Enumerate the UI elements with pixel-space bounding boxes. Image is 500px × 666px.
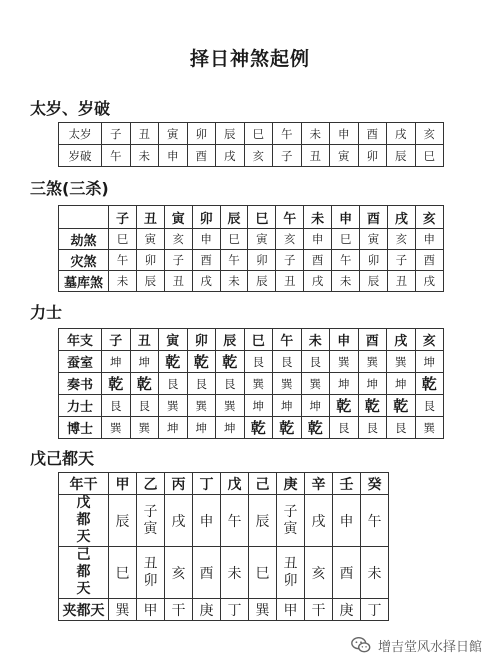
table-cell: 辛 xyxy=(305,473,333,495)
table-cell: 乾 xyxy=(358,395,387,417)
table-cell: 未 xyxy=(130,145,159,167)
table-cell: 巽 xyxy=(244,373,273,395)
table-cell: 亥 xyxy=(305,547,333,599)
table-cell: 坤 xyxy=(187,417,216,439)
table-cell: 巽 xyxy=(415,417,444,439)
row-label-cell: 年支 xyxy=(59,329,102,351)
wechat-icon xyxy=(350,634,372,656)
table-cell: 甲 xyxy=(277,599,305,621)
table-cell: 坤 xyxy=(415,351,444,373)
table-cell: 子 寅 xyxy=(137,495,165,547)
table-cell: 丁 xyxy=(361,599,389,621)
table-cell: 申 xyxy=(192,229,220,250)
table-cell: 酉 xyxy=(358,329,387,351)
table-cell: 己 xyxy=(249,473,277,495)
table-cell: 丑 卯 xyxy=(137,547,165,599)
table-cell: 丑 xyxy=(164,271,192,292)
table-cell: 亥 xyxy=(276,229,304,250)
table-cell: 坤 xyxy=(387,373,416,395)
table-cell: 庚 xyxy=(193,599,221,621)
table-cell: 巽 xyxy=(187,395,216,417)
table-cell: 辰 xyxy=(360,271,388,292)
table-cell: 巽 xyxy=(159,395,188,417)
table-cell: 子 xyxy=(387,250,415,271)
table-cell: 未 xyxy=(109,271,137,292)
row-label-cell: 劫煞 xyxy=(59,229,109,250)
table-cell: 寅 xyxy=(136,229,164,250)
table-cell: 酉 xyxy=(360,206,388,229)
table-cell: 戌 xyxy=(387,206,415,229)
table-cell: 子 寅 xyxy=(277,495,305,547)
table-cell: 艮 xyxy=(102,395,131,417)
table-cell: 丑 卯 xyxy=(277,547,305,599)
table-lishi xyxy=(58,328,444,439)
table-cell: 戌 xyxy=(165,495,193,547)
table-cell: 巽 xyxy=(273,373,302,395)
table-cell: 巽 xyxy=(330,351,359,373)
table-cell: 子 xyxy=(164,250,192,271)
table-row xyxy=(59,373,444,395)
table-cell: 戌 xyxy=(387,329,416,351)
table-cell: 午 xyxy=(109,250,137,271)
table-cell: 坤 xyxy=(102,351,131,373)
table-cell: 午 xyxy=(221,495,249,547)
table-cell: 午 xyxy=(332,250,360,271)
table-cell: 巽 xyxy=(301,373,330,395)
table-cell: 巽 xyxy=(387,351,416,373)
table-cell: 亥 xyxy=(164,229,192,250)
table-cell: 丑 xyxy=(276,271,304,292)
row-label-cell xyxy=(59,206,109,229)
table-cell: 寅 xyxy=(159,123,188,145)
table-taisui xyxy=(58,122,444,167)
table-cell: 卯 xyxy=(358,145,387,167)
table-cell: 丑 xyxy=(301,145,330,167)
table-cell: 坤 xyxy=(244,395,273,417)
row-label-cell: 己 都 天 xyxy=(59,547,109,599)
table-cell: 丑 xyxy=(130,123,159,145)
watermark xyxy=(350,633,482,657)
table-cell: 乾 xyxy=(216,351,245,373)
table-cell: 寅 xyxy=(330,145,359,167)
table-row xyxy=(59,351,444,373)
table-cell: 坤 xyxy=(330,373,359,395)
table-cell: 寅 xyxy=(159,329,188,351)
table-cell: 子 xyxy=(102,123,131,145)
row-label-cell: 灾煞 xyxy=(59,250,109,271)
table-cell: 子 xyxy=(273,145,302,167)
table-cell: 丁 xyxy=(221,599,249,621)
table-cell: 午 xyxy=(361,495,389,547)
table-cell: 辰 xyxy=(216,123,245,145)
table-cell: 艮 xyxy=(273,351,302,373)
table-row xyxy=(59,145,444,167)
table-cell: 申 xyxy=(304,229,332,250)
table-cell: 巽 xyxy=(358,351,387,373)
table-cell: 卯 xyxy=(248,250,276,271)
table-cell: 酉 xyxy=(193,547,221,599)
table-cell: 申 xyxy=(330,123,359,145)
table-cell: 巽 xyxy=(216,395,245,417)
table-cell: 申 xyxy=(333,495,361,547)
table-cell: 辰 xyxy=(248,271,276,292)
table-row xyxy=(59,417,444,439)
table-cell: 未 xyxy=(221,547,249,599)
table-cell: 乾 xyxy=(330,395,359,417)
section-heading-wuji: 戊己都天 xyxy=(30,449,95,468)
table-wuji xyxy=(58,472,389,621)
table-cell: 戌 xyxy=(305,495,333,547)
table-row xyxy=(59,495,389,547)
table-cell: 癸 xyxy=(361,473,389,495)
table-cell: 巳 xyxy=(109,229,137,250)
table-cell: 卯 xyxy=(360,250,388,271)
table-cell: 酉 xyxy=(333,547,361,599)
table-cell: 乾 xyxy=(159,351,188,373)
watermark-text: 增吉堂风水择日館 xyxy=(378,639,483,655)
table-row xyxy=(59,547,389,599)
table-cell: 亥 xyxy=(415,206,443,229)
table-cell: 卯 xyxy=(187,329,216,351)
table-cell: 艮 xyxy=(387,417,416,439)
table-cell: 坤 xyxy=(216,417,245,439)
table-cell: 艮 xyxy=(159,373,188,395)
table-cell: 坤 xyxy=(159,417,188,439)
table-cell: 酉 xyxy=(192,250,220,271)
table-cell: 乾 xyxy=(415,373,444,395)
table-cell: 酉 xyxy=(187,145,216,167)
table-cell: 戌 xyxy=(216,145,245,167)
table-cell: 巳 xyxy=(332,229,360,250)
table-cell: 巳 xyxy=(415,145,444,167)
table-cell: 丑 xyxy=(136,206,164,229)
row-label-cell: 岁破 xyxy=(59,145,102,167)
table-cell: 亥 xyxy=(165,547,193,599)
table-cell: 子 xyxy=(109,206,137,229)
table-cell: 巽 xyxy=(109,599,137,621)
table-cell: 巳 xyxy=(249,547,277,599)
table-cell: 午 xyxy=(276,206,304,229)
section-heading-sansha: 三煞(三杀) xyxy=(30,179,109,198)
table-cell: 干 xyxy=(165,599,193,621)
table-cell: 艮 xyxy=(358,417,387,439)
table-cell: 巳 xyxy=(244,123,273,145)
table-row xyxy=(59,123,444,145)
table-cell: 酉 xyxy=(358,123,387,145)
table-cell: 艮 xyxy=(130,395,159,417)
table-cell: 壬 xyxy=(333,473,361,495)
row-label-cell: 太岁 xyxy=(59,123,102,145)
table-cell: 艮 xyxy=(330,417,359,439)
table-cell: 亥 xyxy=(387,229,415,250)
table-cell: 卯 xyxy=(136,250,164,271)
table-cell: 酉 xyxy=(304,250,332,271)
table-cell: 坤 xyxy=(358,373,387,395)
table-cell: 巽 xyxy=(102,417,131,439)
table-cell: 戌 xyxy=(192,271,220,292)
table-cell: 乾 xyxy=(187,351,216,373)
table-cell: 丑 xyxy=(130,329,159,351)
table-row xyxy=(59,206,444,229)
table-row xyxy=(59,229,444,250)
table-cell: 未 xyxy=(301,123,330,145)
table-cell: 酉 xyxy=(415,250,443,271)
table-cell: 辰 xyxy=(136,271,164,292)
table-cell: 卯 xyxy=(187,123,216,145)
table-cell: 申 xyxy=(159,145,188,167)
table-cell: 乾 xyxy=(273,417,302,439)
table-cell: 丁 xyxy=(193,473,221,495)
table-cell: 戌 xyxy=(387,123,416,145)
table-cell: 寅 xyxy=(248,229,276,250)
table-row xyxy=(59,395,444,417)
table-cell: 坤 xyxy=(301,395,330,417)
table-cell: 未 xyxy=(332,271,360,292)
table-cell: 午 xyxy=(102,145,131,167)
table-cell: 艮 xyxy=(415,395,444,417)
table-cell: 申 xyxy=(330,329,359,351)
table-cell: 乾 xyxy=(130,373,159,395)
table-cell: 庚 xyxy=(333,599,361,621)
table-cell: 辰 xyxy=(249,495,277,547)
table-cell: 未 xyxy=(301,329,330,351)
table-cell: 亥 xyxy=(244,145,273,167)
table-cell: 未 xyxy=(220,271,248,292)
table-cell: 辰 xyxy=(220,206,248,229)
table-cell: 巽 xyxy=(130,417,159,439)
table-sansha xyxy=(58,205,444,292)
table-cell: 甲 xyxy=(137,599,165,621)
row-label-cell: 墓库煞 xyxy=(59,271,109,292)
section-heading-lishi: 力士 xyxy=(30,303,63,322)
table-cell: 庚 xyxy=(277,473,305,495)
table-cell: 巳 xyxy=(109,547,137,599)
table-cell: 午 xyxy=(273,123,302,145)
table-cell: 艮 xyxy=(187,373,216,395)
table-cell: 戌 xyxy=(304,271,332,292)
table-row xyxy=(59,473,389,495)
table-cell: 亥 xyxy=(415,329,444,351)
table-cell: 申 xyxy=(332,206,360,229)
table-cell: 巽 xyxy=(249,599,277,621)
table-cell: 乾 xyxy=(244,417,273,439)
table-row xyxy=(59,599,389,621)
page-title: 择日神煞起例 xyxy=(189,48,310,70)
table-cell: 子 xyxy=(276,250,304,271)
section-heading-taisui: 太岁、岁破 xyxy=(30,99,111,118)
table-cell: 午 xyxy=(220,250,248,271)
table-cell: 未 xyxy=(304,206,332,229)
table-cell: 艮 xyxy=(301,351,330,373)
table-cell: 乾 xyxy=(301,417,330,439)
table-cell: 乾 xyxy=(387,395,416,417)
table-row xyxy=(59,329,444,351)
table-cell: 甲 xyxy=(109,473,137,495)
table-cell: 申 xyxy=(415,229,443,250)
row-label-cell: 蚕室 xyxy=(59,351,102,373)
table-cell: 坤 xyxy=(130,351,159,373)
row-label-cell: 夹都天 xyxy=(59,599,109,621)
row-label-cell: 力士 xyxy=(59,395,102,417)
table-cell: 巳 xyxy=(220,229,248,250)
row-label-cell: 戊 都 天 xyxy=(59,495,109,547)
table-cell: 干 xyxy=(305,599,333,621)
table-cell: 戌 xyxy=(415,271,443,292)
table-cell: 丙 xyxy=(165,473,193,495)
row-label-cell: 奏书 xyxy=(59,373,102,395)
table-cell: 艮 xyxy=(244,351,273,373)
table-cell: 卯 xyxy=(192,206,220,229)
table-row xyxy=(59,250,444,271)
table-cell: 巳 xyxy=(248,206,276,229)
table-cell: 亥 xyxy=(415,123,444,145)
table-cell: 辰 xyxy=(109,495,137,547)
table-cell: 辰 xyxy=(216,329,245,351)
table-row xyxy=(59,271,444,292)
table-cell: 坤 xyxy=(273,395,302,417)
table-cell: 申 xyxy=(193,495,221,547)
table-cell: 辰 xyxy=(387,145,416,167)
table-cell: 乙 xyxy=(137,473,165,495)
table-cell: 寅 xyxy=(164,206,192,229)
table-cell: 丑 xyxy=(387,271,415,292)
table-cell: 未 xyxy=(361,547,389,599)
table-cell: 乾 xyxy=(102,373,131,395)
row-label-cell: 博士 xyxy=(59,417,102,439)
table-cell: 戊 xyxy=(221,473,249,495)
row-label-cell: 年干 xyxy=(59,473,109,495)
table-cell: 艮 xyxy=(216,373,245,395)
table-cell: 寅 xyxy=(360,229,388,250)
table-cell: 子 xyxy=(102,329,131,351)
table-cell: 午 xyxy=(273,329,302,351)
table-cell: 巳 xyxy=(244,329,273,351)
